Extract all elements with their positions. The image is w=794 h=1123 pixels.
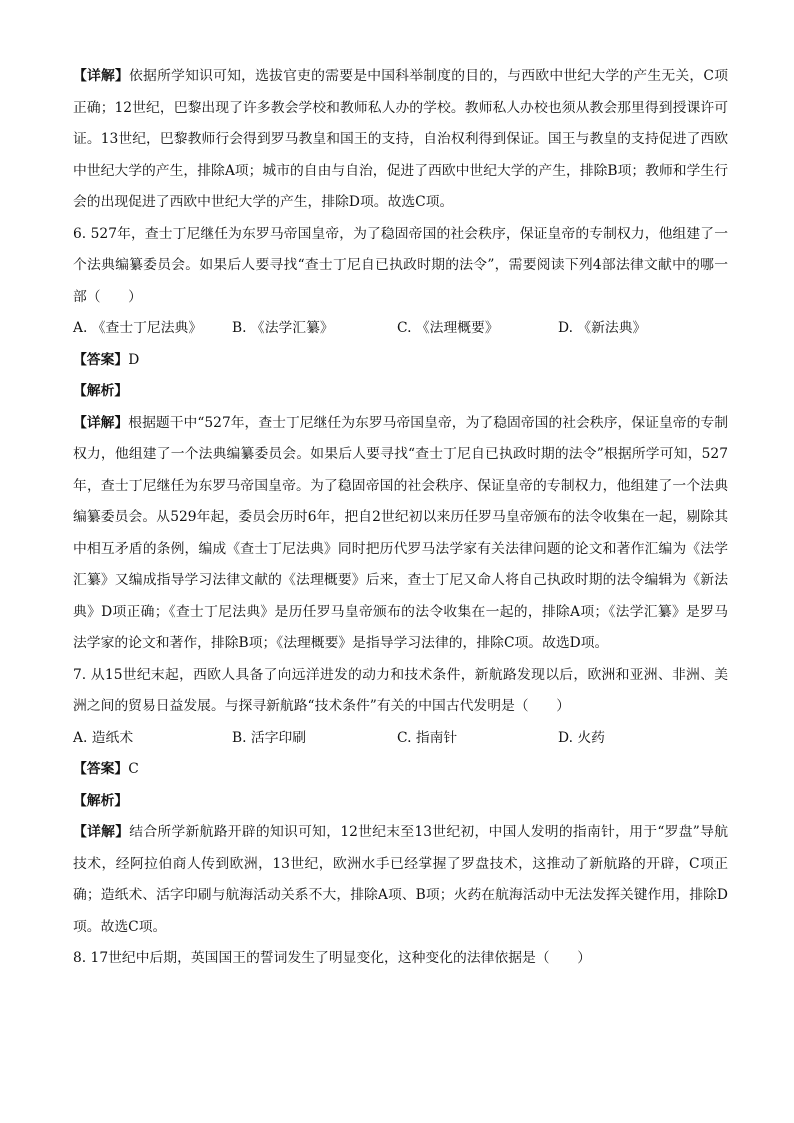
q6-option-d: D. 《新法典》 xyxy=(558,320,647,336)
q6-detail-paragraph xyxy=(73,408,728,660)
q6-options xyxy=(73,313,728,345)
q5-detail-text: 依据所学知识可知，选拔官吏的需要是中国科举制度的目的，与西欧中世纪大学的产生无关，C项正确；12世纪，巴黎出现了许多教会学校和教师私人办的学校。教师私人办校也须从教会那里得到授课许可证。13世纪，巴黎教师行会得到罗马教皇和国王的支持，自治权利得到保证。国王与教皇的支持促进了西欧中世纪大学的产生，排除A项；城市的自由与自治，促进了西欧中世纪大学的产生，排除B项；教师和学生行会的出现促进了西欧中世纪大学的产生，排除D项。故选C项。 xyxy=(73,68,729,210)
q6-option-b: B. 《法学汇纂》 xyxy=(232,320,334,336)
q6-stem: 6. 527年，查士丁尼继任为东罗马帝国皇帝，为了稳固帝国的社会秩序，保证皇帝的专制权力，他组建了一个法典编纂委员会。如果后人要寻找“查士丁尼自已执政时期的法令”，需要阅读下列4部法律文献中的哪一部（ ） xyxy=(73,225,728,305)
q6-option-c: C. 《法理概要》 xyxy=(397,320,499,336)
q7-options xyxy=(73,723,728,755)
q7-answer xyxy=(73,754,728,786)
q6-detail-text: 根据题干中“527年，查士丁尼继任为东罗马帝国皇帝，为了稳固帝国的社会秩序，保证皇帝的专制权力，他组建了一个法典编纂委员会。如果后人要寻找“查士丁尼自已执政时期的法令”根据所学可知，527年，查士丁尼继任为东罗马帝国皇帝。为了稳固帝国的社会秩序、保证皇帝的专制权力，他组建了一个法典编纂委员会。从529年起，委员会历时6年，把自2世纪初以来历任罗马皇帝颁布的法令收集在一起，剔除其中相互矛盾的条例，编成《查士丁尼法典》同时把历代罗马法学家有关法律问题的论文和著作汇编为《法学汇纂》又编成指导学习法律文献的《法理概要》后来，查士丁尼又命人将自己执政时期的法令编辑为《新法典》D项正确；《查士丁尼法典》是历任罗马皇帝颁布的法令收集在一起的，排除A项；《法学汇纂》是罗马法学家的论文和著作，排除B项；《法理概要》是指导学习法律的，排除C项。故选D项。 xyxy=(73,414,729,651)
detail-tag: 【详解】 xyxy=(73,414,129,431)
detail-tag: 【详解】 xyxy=(73,824,130,840)
q7-option-b: B. 活字印刷 xyxy=(232,729,307,746)
analysis-tag: 【解析】 xyxy=(73,792,129,809)
q6-answer xyxy=(73,345,728,377)
q7-detail-text: 结合所学新航路开辟的知识可知，12世纪末至13世纪初，中国人发明的指南针，用于“罗盘”导航技术，经阿拉伯商人传到欧洲，13世纪，欧洲水手已经掌握了罗盘技术，这推动了新航路的开辟，C项正确；造纸术、活字印刷与航海活动关系不大，排除A项、B项；火药在航海活动中无法发挥关键作用，排除D项。故选C项。 xyxy=(73,824,729,935)
answer-tag: 【答案】 xyxy=(73,761,129,777)
q6-option-a: A. 《查士丁尼法典》 xyxy=(73,320,203,336)
detail-tag: 【详解】 xyxy=(73,68,130,84)
q7-detail-paragraph xyxy=(73,817,728,943)
q5-detail-paragraph xyxy=(73,61,728,219)
q6-answer-value: D xyxy=(128,351,140,368)
analysis-tag: 【解析】 xyxy=(73,383,129,399)
q7-option-a: A. 造纸术 xyxy=(73,729,134,746)
q7-stem: 7. 从15世纪末起，西欧人具备了向远洋进发的动力和技术条件，新航路发现以后，欧洲和亚洲、非洲、美洲之间的贸易日益发展。与探寻新航路“技术条件”有关的中国古代发明是（ ） xyxy=(73,666,728,714)
q7-option-d: D. 火药 xyxy=(558,729,605,746)
answer-tag: 【答案】 xyxy=(73,351,129,368)
q7-analysis-heading xyxy=(73,786,728,818)
q7-answer-value: C xyxy=(128,761,139,777)
q6-analysis-heading xyxy=(73,376,728,408)
q8-stem: 8. 17世纪中后期，英国国王的誓词发生了明显变化，这种变化的法律依据是（ ） xyxy=(73,950,591,966)
q7-option-c: C. 指南针 xyxy=(397,729,458,746)
